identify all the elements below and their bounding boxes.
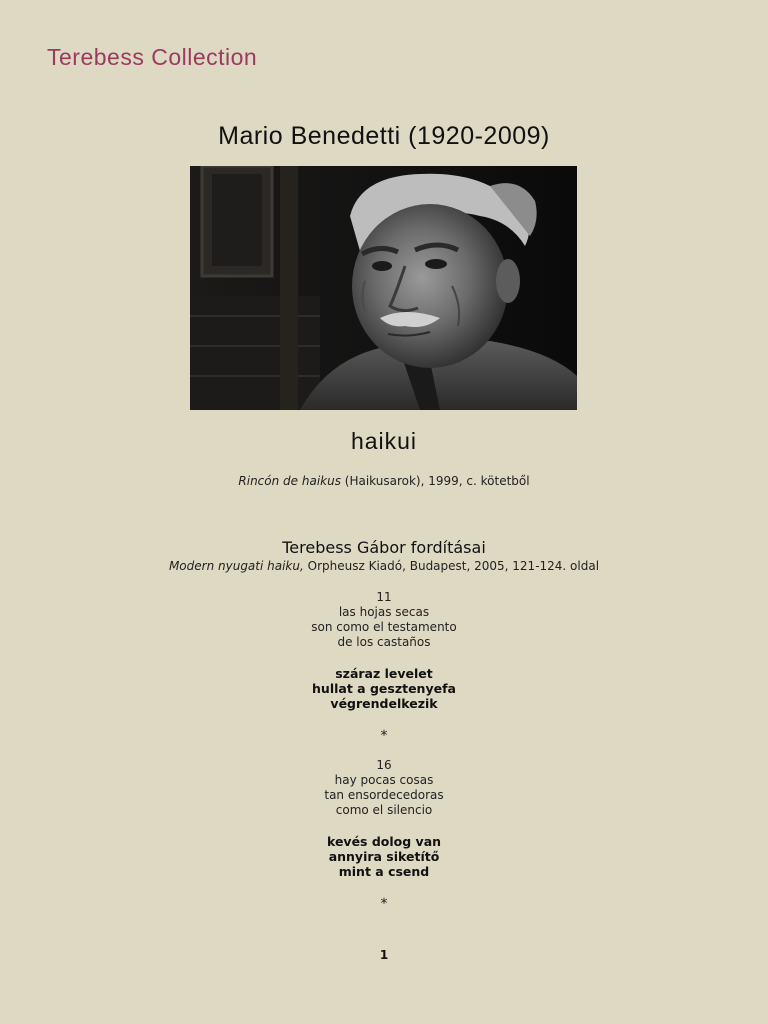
poem-translation-line: kevés dolog van — [326, 834, 442, 849]
poem-translation-line: annyira siketítő — [328, 849, 440, 864]
source-details: (Haikusarok), 1999, c. kötetből — [340, 474, 530, 488]
poem-translation-line: mint a csend — [338, 864, 430, 879]
poem-original-line: las hojas secas — [338, 605, 430, 619]
poem-original-line: tan ensordecedoras — [324, 788, 444, 802]
publication-details: Orpheusz Kiadó, Budapest, 2005, 121-124. oldal — [303, 559, 600, 573]
poem-list — [0, 590, 768, 910]
page-number: 1 — [379, 948, 389, 962]
publication-title: Modern nyugati haiku, — [168, 559, 304, 573]
poem-number: 11 — [376, 590, 392, 604]
poem-separator: * — [380, 896, 388, 912]
poem-separator: * — [380, 728, 388, 744]
translator-heading: Terebess Gábor fordításai — [282, 538, 486, 557]
poem-translation-line: hullat a gesztenyefa — [312, 681, 456, 696]
poem-number: 16 — [376, 758, 392, 772]
publication-line — [0, 559, 768, 573]
poem-original-line: como el silencio — [335, 803, 433, 817]
poem-original-line: son como el testamento — [311, 620, 457, 634]
poem-translation-line: száraz levelet — [335, 666, 433, 681]
site-title[interactable]: Terebess Collection — [47, 44, 258, 70]
source-line — [0, 474, 768, 488]
poem-translation-line: végrendelkezik — [330, 696, 438, 711]
section-title: haikui — [350, 428, 418, 454]
poem-original-line: de los castaños — [337, 635, 431, 649]
portrait-image — [190, 166, 577, 410]
page-title: Mario Benedetti (1920-2009) — [218, 122, 550, 150]
source-book-title: Rincón de haikus — [238, 474, 341, 488]
author-portrait-photo — [190, 166, 577, 410]
poem-original-line: hay pocas cosas — [334, 773, 434, 787]
